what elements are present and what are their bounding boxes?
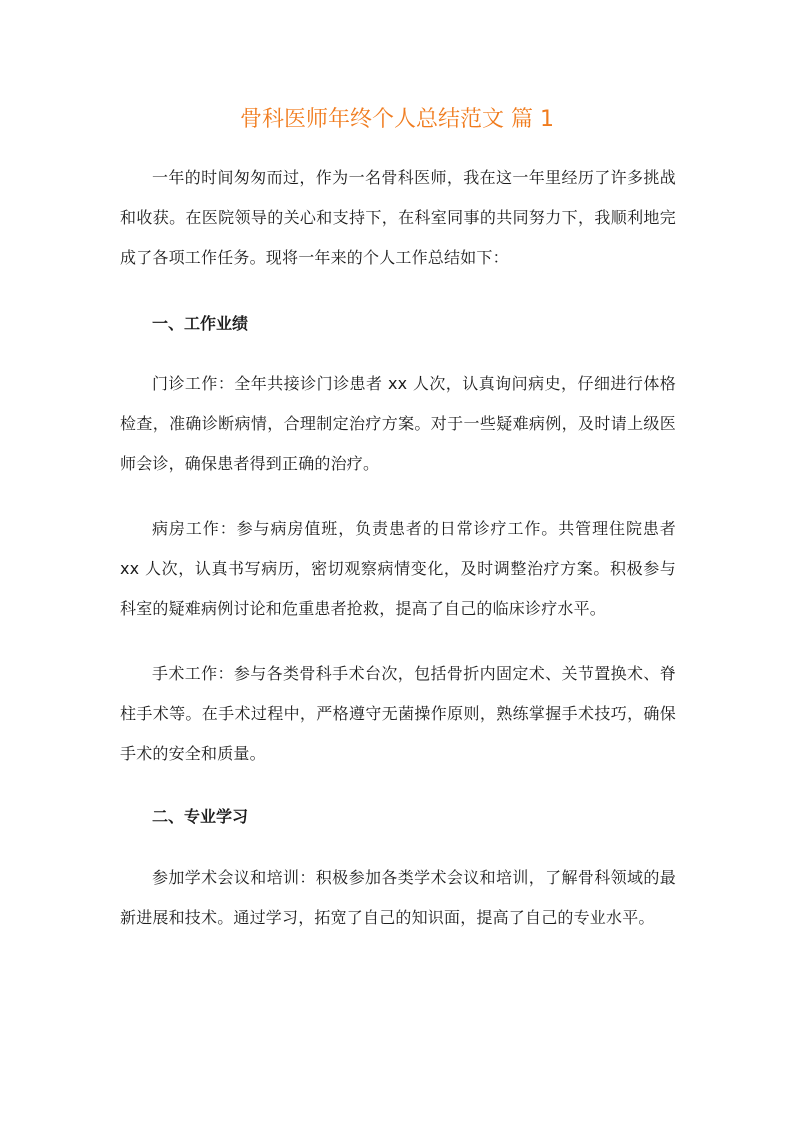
training-paragraph: 参加学术会议和培训：积极参加各类学术会议和培训，了解骨科领域的最新进展和技术。通过学习，拓宽了自己的知识面，提高了自己的专业水平。 — [120, 868, 676, 927]
document-title: 骨科医师年终个人总结范文 篇 1 — [240, 107, 554, 132]
intro-paragraph: 一年的时间匆匆而过，作为一名骨科医师，我在这一年里经历了许多挑战和收获。在医院领导的关心和支持下，在科室同事的共同努力下，我顺利地完成了各项工作任务。现将一年来的个人工作总结如下： — [120, 168, 676, 267]
surgery-paragraph: 手术工作：参与各类骨科手术台次，包括骨折内固定术、关节置换术、脊柱手术等。在手术过程中，严格遵守无菌操作原则，熟练掌握手术技巧，确保手术的安全和质量。 — [120, 664, 676, 763]
section-heading-work-achievements: 一、工作业绩 — [152, 314, 249, 333]
ward-paragraph: 病房工作：参与病房值班，负责患者的日常诊疗工作。共管理住院患者 xx 人次，认真书写病历，密切观察病情变化，及时调整治疗方案。积极参与科室的疑难病例讨论和危重患者抢救，提高了自己的临床诊疗水平。 — [120, 519, 676, 618]
section-heading-professional-study: 二、专业学习 — [152, 807, 249, 826]
outpatient-paragraph: 门诊工作：全年共接诊门诊患者 xx 人次，认真询问病史，仔细进行体格检查，准确诊断病情，合理制定治疗方案。对于一些疑难病例，及时请上级医师会诊，确保患者得到正确的治疗。 — [120, 374, 676, 473]
